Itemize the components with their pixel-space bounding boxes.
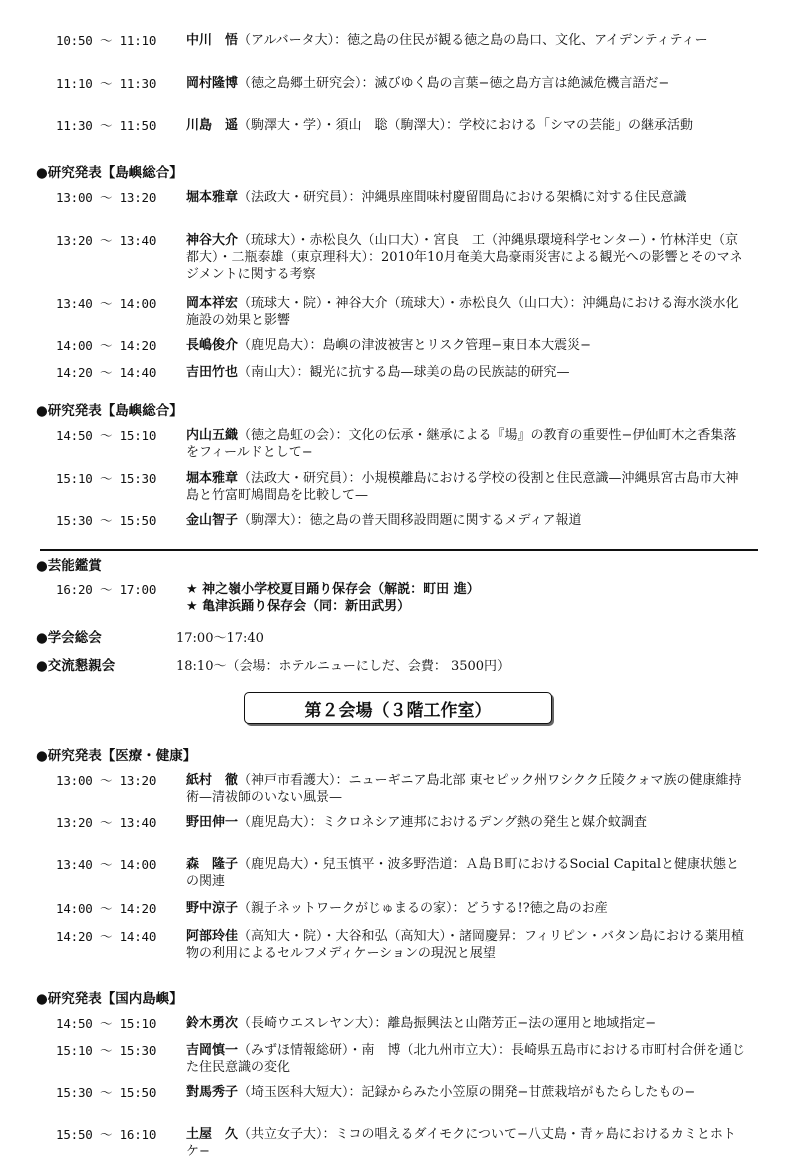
entry-time: 14:20 ～ 14:40 <box>56 365 157 380</box>
entry-presenter: 森 隆子 <box>186 857 239 872</box>
entry-presenter: 内山五織 <box>186 428 239 443</box>
entry-time: 14:20 ～ 14:40 <box>56 929 157 944</box>
entry-presenter: 堀本雅章 <box>186 190 239 205</box>
entry-details: （長崎ウエスレヤン大）：離島振興法と山階芳正−法の運用と地域指定− <box>238 1016 657 1031</box>
entry-details: （南山大）：観光に抗する島—球美の島の民族誌的研究— <box>238 365 570 380</box>
entry-details: （徳之島虹の会）：文化の伝承・継承による『場』の教育の重要性−伊仙町木之香集落をフィールドとして− <box>186 428 737 460</box>
entry-presenter: 對馬秀子 <box>186 1085 239 1100</box>
section-title: ●芸能鑑賞 <box>36 558 102 574</box>
entry-time: 15:10 ～ 15:30 <box>56 1043 157 1058</box>
entry-details: （駒澤大・学）・須山 聡（駒澤大）：学校における「シマの芸能」の継承活動 <box>238 118 694 133</box>
entry-presenter: 野中涼子 <box>186 901 239 916</box>
program-entry <box>40 928 760 968</box>
section-title: ●研究発表【島嶼総合】 <box>36 403 183 419</box>
performance-item: ★ 神之嶺小学校夏目踊り保存会（解説：町田 進） <box>186 582 480 597</box>
program-entry <box>40 295 760 337</box>
general-meeting-label: ●学会総会 <box>36 630 102 646</box>
entry-presenter: 鈴木勇次 <box>186 1016 239 1031</box>
morning-entries <box>40 32 760 159</box>
entry-presenter: 金山智子 <box>186 513 239 528</box>
entry-time: 15:10 ～ 15:30 <box>56 471 157 486</box>
performance-item: ★ 亀津浜踊り保存会（同：新田武男） <box>186 599 411 614</box>
entry-time: 14:50 ～ 15:10 <box>56 428 157 443</box>
entry-time: 13:40 ～ 14:00 <box>56 857 157 872</box>
entry-time: 13:40 ～ 14:00 <box>56 296 157 311</box>
entry-details: （駒澤大）：徳之島の普天間移設問題に関するメディア報道 <box>238 513 582 528</box>
entry-time: 11:10 ～ 11:30 <box>56 76 157 91</box>
entry-details: （鹿児島大）：ミクロネシア連邦におけるデング熱の発生と媒介蚊調査 <box>238 815 647 830</box>
program-entry <box>40 427 760 470</box>
section-title: ●研究発表【島嶼総合】 <box>36 165 183 181</box>
entry-details: （親子ネットワークがじゅまるの家）：どうする!?徳之島のお産 <box>238 901 608 916</box>
section-island-general-1 <box>36 164 760 391</box>
entry-time: 15:30 ～ 15:50 <box>56 513 157 528</box>
general-meeting-row <box>36 626 760 646</box>
entry-details: （埼玉医科大短大）：記録からみた小笠原の開発−甘蔗栽培がもたらしたもの− <box>238 1085 696 1100</box>
entry-presenter: 吉田竹也 <box>186 365 239 380</box>
entry-time: 15:50 ～ 16:10 <box>56 1127 157 1142</box>
entry-details: （アルバータ大）：徳之島の住民が観る徳之島の島口、文化、アイデンティティー <box>238 33 708 48</box>
program-entry <box>40 900 760 928</box>
program-entry <box>40 189 760 232</box>
program-entry <box>40 32 760 75</box>
entry-time: 14:50 ～ 15:10 <box>56 1016 157 1031</box>
section-title: ●研究発表【国内島嶼】 <box>36 991 183 1007</box>
section-divider <box>40 549 758 551</box>
program-entry <box>40 1126 760 1164</box>
entry-presenter: 吉岡慎一 <box>186 1043 239 1058</box>
entry-details: （共立女子大）：ミコの唱えるダイモクについて−八丈島・青ヶ島におけるカミとホトケ− <box>186 1127 736 1159</box>
entry-details: （琉球大・院）・神谷大介（琉球大）・赤松良久（山口大）：沖縄島における海水淡水化施設の効果と影響 <box>186 296 739 328</box>
performance-section <box>36 557 760 615</box>
entry-presenter: 岡村隆博 <box>186 76 239 91</box>
entry-details: （神戸市看護大）：ニューギニア島北部 東セピック州ワシクク丘陵クォマ族の健康維持術—清祓師のいない風景— <box>186 773 742 805</box>
program-entry <box>40 1015 760 1042</box>
section-domestic-islands <box>36 990 760 1164</box>
entry-details: （法政大・研究員）：沖縄県座間味村慶留間島における架橋に対する住民意識 <box>238 190 687 205</box>
program-entry <box>40 1042 760 1084</box>
program-entry <box>40 232 760 295</box>
entry-presenter: 長嶋俊介 <box>186 338 239 353</box>
entry-presenter: 中川 悟 <box>186 33 239 48</box>
program-entry <box>40 512 760 534</box>
program-entry <box>40 581 760 615</box>
entry-presenter: 川島 遥 <box>186 118 239 133</box>
reception-label: ●交流懇親会 <box>36 658 116 674</box>
program-entry <box>40 337 760 364</box>
entry-details: （琉球大）・赤松良久（山口大）・宮良 工（沖縄県環境科学センター）・竹林洋史（京都大）・二瓶泰雄（東京理科大）：2010年10月奄美大島豪雨災害による観光への影響とそのマネジメントに関する考察 <box>186 233 743 282</box>
entry-time: 10:50 ～ 11:10 <box>56 33 157 48</box>
reception-row <box>36 654 760 674</box>
entry-presenter: 阿部玲佳 <box>186 929 239 944</box>
program-entry <box>40 364 760 391</box>
entry-presenter: 土屋 久 <box>186 1127 239 1142</box>
entry-presenter: 堀本雅章 <box>186 471 239 486</box>
section-island-general-2 <box>36 402 760 534</box>
program-entry <box>40 75 760 117</box>
entry-time: 11:30 ～ 11:50 <box>56 118 157 133</box>
entry-presenter: 岡本祥宏 <box>186 296 239 311</box>
entry-time: 16:20 ～ 17:00 <box>56 582 157 597</box>
room2-title: 第２会場（３階工作室） <box>244 692 552 724</box>
entry-time: 13:00 ～ 13:20 <box>56 773 157 788</box>
entry-presenter: 神谷大介 <box>186 233 239 248</box>
program-entry <box>40 814 760 856</box>
entry-details: （鹿児島大）：島嶼の津波被害とリスク管理−東日本大震災− <box>238 338 592 353</box>
entry-time: 14:00 ～ 14:20 <box>56 338 157 353</box>
program-entry <box>40 772 760 814</box>
program-entry <box>40 117 760 159</box>
entry-presenter: 野田伸一 <box>186 815 239 830</box>
reception-details: 18:10〜（会場：ホテルニューにしだ、会費： 3500円） <box>176 659 511 674</box>
program-entry <box>40 470 760 512</box>
section-medical-health <box>36 747 760 968</box>
entry-time: 14:00 ～ 14:20 <box>56 901 157 916</box>
entry-details: （徳之島郷土研究会）：滅びゆく島の言葉−徳之島方言は絶滅危機言語だ− <box>238 76 670 91</box>
entry-details: （みずほ情報総研）・南 博（北九州市立大）：長崎県五島市における市町村合併を通じた住民意識の変化 <box>186 1043 746 1075</box>
entry-time: 13:00 ～ 13:20 <box>56 190 157 205</box>
program-entry <box>40 856 760 900</box>
program-entry <box>40 1084 760 1126</box>
entry-details: （鹿児島大）・兒玉慎平・波多野浩道：Ａ島Ｂ町におけるSocial Capitalと健康状態との関連 <box>186 857 740 889</box>
entry-details: （高知大・院）・大谷和弘（高知大）・諸岡慶昇：フィリピン・バタン島における薬用植物の利用によるセルフメディケーションの現況と展望 <box>186 929 744 961</box>
entry-time: 13:20 ～ 13:40 <box>56 233 157 248</box>
general-meeting-time: 17:00〜17:40 <box>176 631 264 646</box>
entry-details: （法政大・研究員）：小規模離島における学校の役割と住民意識—沖縄県宮古島市大神島と竹富町鳩間島を比較して— <box>186 471 739 503</box>
entry-time: 15:30 ～ 15:50 <box>56 1085 157 1100</box>
entry-time: 13:20 ～ 13:40 <box>56 815 157 830</box>
section-title: ●研究発表【医療・健康】 <box>36 748 197 764</box>
entry-presenter: 紙村 徹 <box>186 773 239 788</box>
